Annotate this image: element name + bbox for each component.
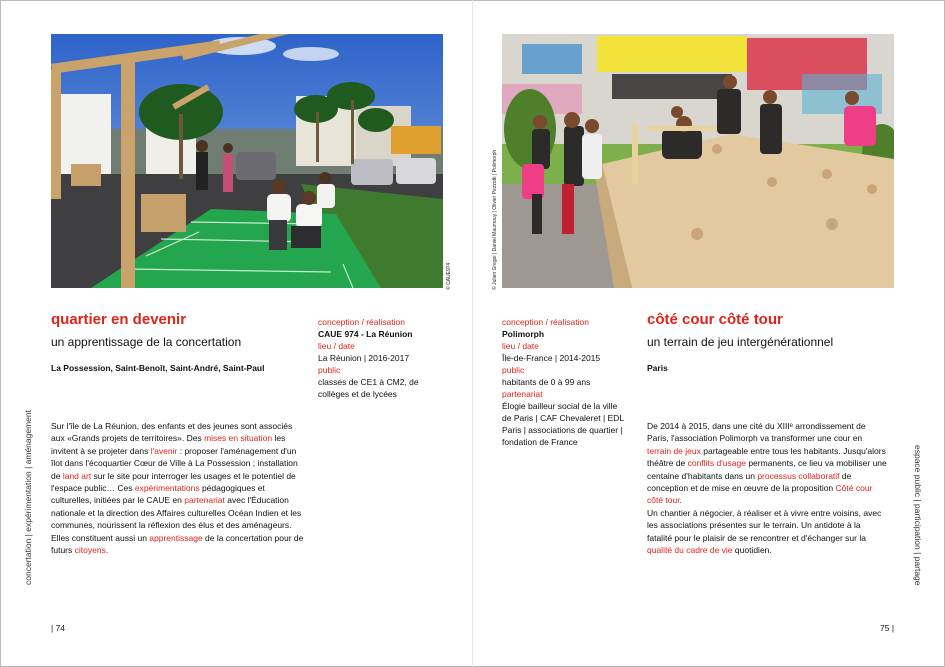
highlight-text: l'avenir (150, 445, 178, 456)
meta-value: habitants de 0 à 99 ans (502, 377, 591, 387)
body-text-segment: Sur l'île de La Réunion, des enfants et des jeunes sont associés aux «Grands projets de territoires». Des (51, 421, 293, 444)
meta-value: CAUE 974 - La Réunion (318, 329, 413, 339)
highlight-text: Côté cour côté tour (647, 483, 873, 506)
meta-label: public (502, 365, 525, 375)
body-text-segment: De 2014 à 2015, dans une cité du XIIIᵉ arrondissement de Paris, l'association Polimorph va transformer une cour en (647, 421, 866, 444)
body-text-segment: partageable entre tous les habitants. Jusqu'alors théâtre de (647, 445, 886, 469)
left-title: quartier en devenir (51, 311, 187, 328)
right-meta (502, 316, 627, 448)
meta-value: Élogie bailleur social de la ville de Paris | CAF Chevaleret | EDL Paris | associations de quartier | fondation de France (502, 401, 624, 447)
highlight-text: processus collaboratif (757, 470, 840, 481)
left-page-number: | 74 (51, 623, 66, 633)
highlight-text: partenariat (184, 495, 225, 506)
meta-label: partenariat (502, 389, 543, 399)
body-text-segment: : proposer l'aménagement d'un îlot dans l'écoquartier Cœur de Ville à La Possession ; installation de (51, 445, 298, 481)
highlight-text: mises en situation (204, 433, 273, 444)
highlight-text: land art (62, 470, 92, 481)
meta-value: Polimorph (502, 329, 545, 339)
highlight-text: expérimentations (134, 483, 200, 494)
highlight-text: conflits d'usage (687, 458, 746, 469)
right-subtitle: un terrain de jeu intergénérationnel (647, 335, 834, 349)
body-text-segment: les invitent à se projeter dans (51, 433, 286, 456)
meta-label: conception / réalisation (502, 317, 589, 327)
meta-label: conception / réalisation (318, 317, 405, 327)
left-meta (318, 316, 446, 400)
body-text-segment: . (679, 495, 682, 506)
right-title: côté cour côté tour (647, 311, 783, 328)
meta-label: lieu / date (318, 341, 355, 351)
page-spine (472, 0, 473, 667)
meta-value: Île-de-France | 2014-2015 (502, 353, 601, 363)
left-body-text (51, 420, 306, 556)
highlight-text: terrain de jeux (647, 445, 701, 456)
body-text-segment: de conception et de mise en œuvre de la proposition (647, 470, 852, 494)
right-side-text: espace public | participation | partage (913, 445, 923, 586)
meta-value: La Réunion | 2016-2017 (318, 353, 410, 363)
meta-value: classes de CE1 à CM2, de collèges et de lycées (318, 377, 419, 399)
body-text-segment: pédagogiques et culturelles, initiées par le CAUE en (51, 483, 265, 506)
right-places: Paris (647, 363, 668, 373)
left-photo-credit: © CAUE974 (446, 262, 452, 290)
body-text-segment: avec l'Éducation nationale et la direction des Affaires culturelles Océan Indien et les communes, nourissent la réflexion des élus et des aménageurs. Elles constituent aussi un (51, 495, 302, 543)
right-body-text (647, 420, 887, 556)
left-side-text: concertation | expérimentation | aménagement (23, 410, 33, 585)
right-photo (502, 34, 894, 288)
right-photo-credit: © Julien Gregoi | Daniel Maumouy | Olivier Pezzotti | Polimorph (492, 149, 498, 290)
body-text-segment: de la concertation pour de futurs (51, 532, 304, 556)
right-page-number: 75 | (880, 623, 895, 633)
left-photo (51, 34, 443, 288)
highlight-text: citoyens (74, 545, 106, 556)
body-text-segment: sur le site pour interroger les usages et le potentiel de l'espace public… Ces (51, 470, 296, 494)
highlight-text: apprentissage (149, 532, 203, 543)
meta-label: public (318, 365, 341, 375)
left-subtitle: un apprentissage de la concertation (51, 335, 242, 349)
body-text-segment: quotidien. (732, 545, 772, 556)
body-text-segment: permanents, ce lieu va mobiliser une centaine d'habitants dans un (647, 458, 887, 481)
highlight-text: qualité du cadre de vie (647, 545, 733, 556)
body-text-segment: Un chantier à négocier, à réaliser et à vivre entre voisins, avec les associations présentes sur le terrain. Un antidote à la fatalité pour le plaisir de se rencontrer et d'échanger sur la (647, 507, 882, 543)
left-places: La Possession, Saint-Benoît, Saint-André, Saint-Paul (51, 363, 265, 373)
meta-label: lieu / date (502, 341, 539, 351)
body-text-segment: . (105, 545, 109, 556)
